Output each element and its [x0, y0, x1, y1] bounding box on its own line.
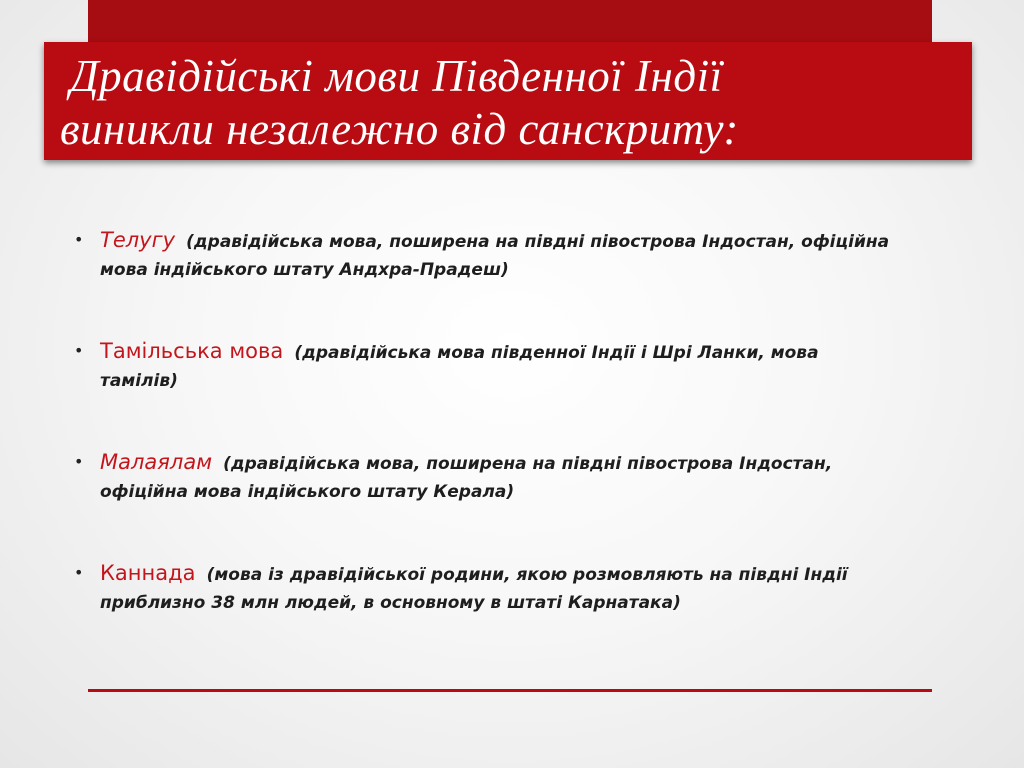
- language-term: Малаялам: [100, 450, 213, 474]
- language-term: Тамільська мова: [100, 339, 284, 363]
- language-term: Телугу: [100, 228, 176, 252]
- title-banner: [44, 42, 972, 160]
- bullet-dot-icon: •: [74, 452, 84, 471]
- top-decorative-band: [88, 0, 932, 42]
- bullet-dot-icon: •: [74, 230, 84, 249]
- language-term: Каннада: [100, 561, 196, 585]
- language-description: (мова із дравідійської родини, якою розмовляють на півдні Індії приблизно 38 млн людей, в основному в штаті Карнатака): [100, 565, 848, 613]
- language-description: (дравідійська мова, поширена на півдні півострова Індостан, офіційна мова індійського штату Керала): [100, 454, 833, 502]
- list-item-telugu: [72, 226, 892, 284]
- slide-title-line-1: Дравідійські мови Південної Індії: [70, 51, 723, 101]
- language-description: (дравідійська мова південної Індії і Шрі Ланки, мова тамілів): [100, 343, 819, 391]
- slide-title: [60, 50, 972, 156]
- list-item-kannada: [72, 559, 892, 617]
- list-item-malayalam: [72, 448, 892, 506]
- bullet-dot-icon: •: [74, 563, 84, 582]
- bottom-divider: [88, 689, 932, 692]
- list-item-tamil: [72, 337, 892, 395]
- language-description: (дравідійська мова, поширена на півдні півострова Індостан, офіційна мова індійського штату Андхра-Прадеш): [100, 232, 890, 280]
- language-list: [72, 226, 892, 670]
- slide-title-line-2: виникли незалежно від санскриту:: [60, 104, 739, 154]
- bullet-dot-icon: •: [74, 341, 84, 360]
